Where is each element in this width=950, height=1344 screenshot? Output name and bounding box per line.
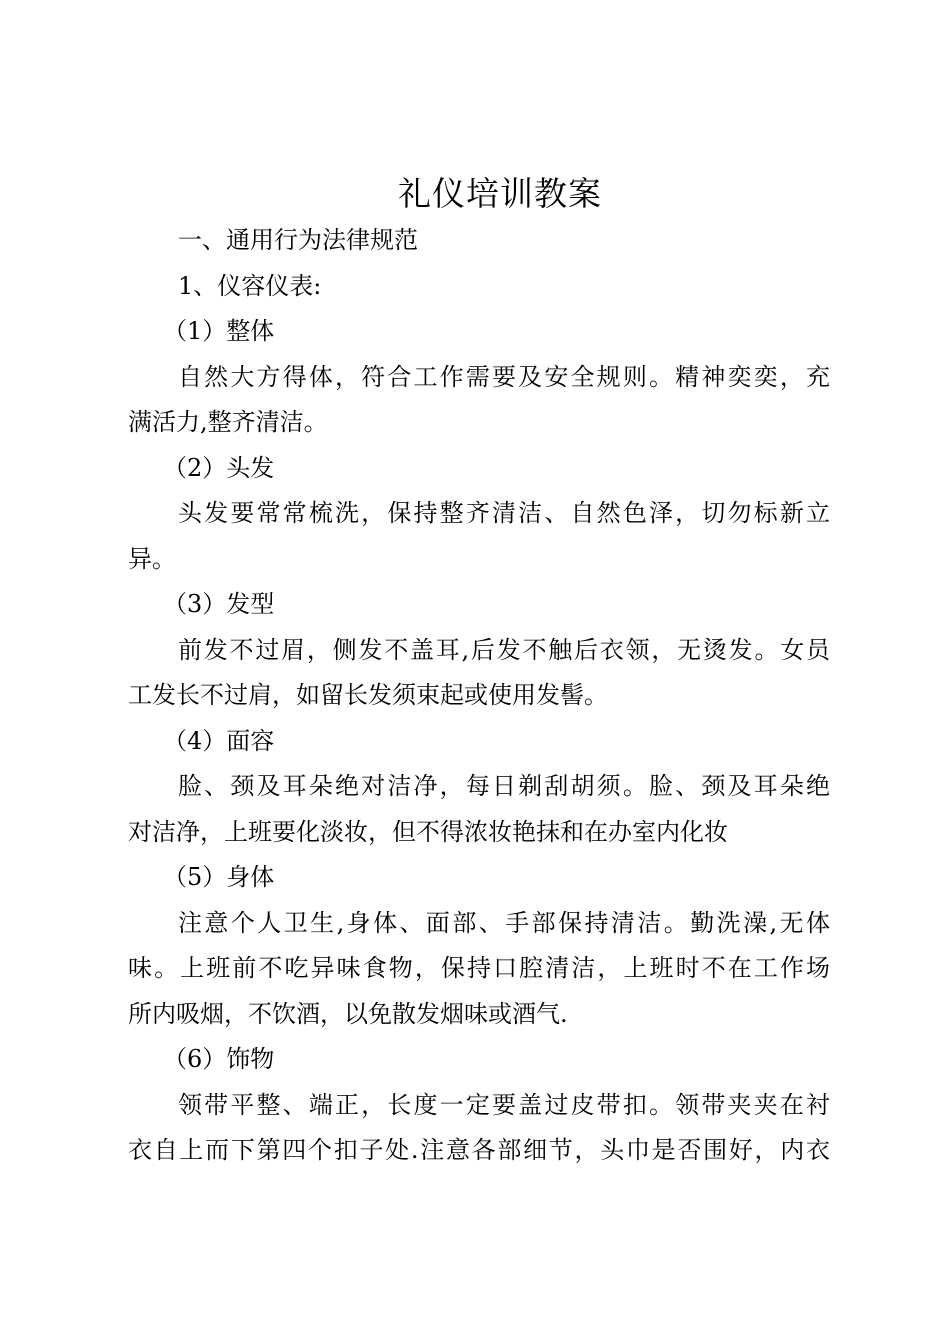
paragraph-line: 异。 [128, 544, 176, 573]
paragraph-line: （3）发型 [163, 590, 275, 618]
paragraph-line: （5）身体 [163, 863, 275, 891]
paragraph-line: 头发要常常梳洗，保持整齐清洁、自然色泽，切勿标新立 [178, 499, 830, 527]
paragraph-line: 一、通用行为法律规范 [178, 226, 418, 254]
paragraph-line: 前发不过眉，侧发不盖耳,后发不触后衣领，无烫发。女员 [178, 635, 830, 664]
paragraph-line: 所内吸烟，不饮酒，以免散发烟味或酒气. [128, 999, 568, 1028]
paragraph-line: （2）头发 [163, 453, 275, 482]
paragraph-line: 注意个人卫生,身体、面部、手部保持清洁。勤洗澡,无体 [178, 908, 830, 937]
document-title: 礼仪培训教案 [398, 174, 602, 213]
paragraph-line: （1）整体 [163, 317, 275, 345]
paragraph-line: （6）饰物 [163, 1045, 275, 1073]
paragraph-line: 脸、颈及耳朵绝对洁净，每日剃刮胡须。脸、颈及耳朵绝 [178, 772, 830, 800]
paragraph-line: 衣自上而下第四个扣子处.注意各部细节，头巾是否围好，内衣 [128, 1136, 830, 1164]
paragraph-line: （4）面容 [163, 726, 275, 755]
paragraph-line: 领带平整、端正，长度一定要盖过皮带扣。领带夹夹在衬 [178, 1090, 830, 1119]
paragraph-line: 满活力,整齐清洁。 [128, 408, 328, 436]
paragraph-line: 对洁净，上班要化淡妆，但不得浓妆艳抹和在办室内化妆 [128, 817, 728, 846]
paragraph-line: 工发长不过肩，如留长发须束起或使用发髻。 [128, 681, 608, 709]
paragraph-line: 自然大方得体，符合工作需要及安全规则。精神奕奕，充 [178, 362, 830, 391]
paragraph-line: 味。上班前不吃异味食物，保持口腔清洁，上班时不在工作场 [128, 954, 830, 982]
paragraph-line: 1、仪容仪表: [178, 271, 322, 300]
